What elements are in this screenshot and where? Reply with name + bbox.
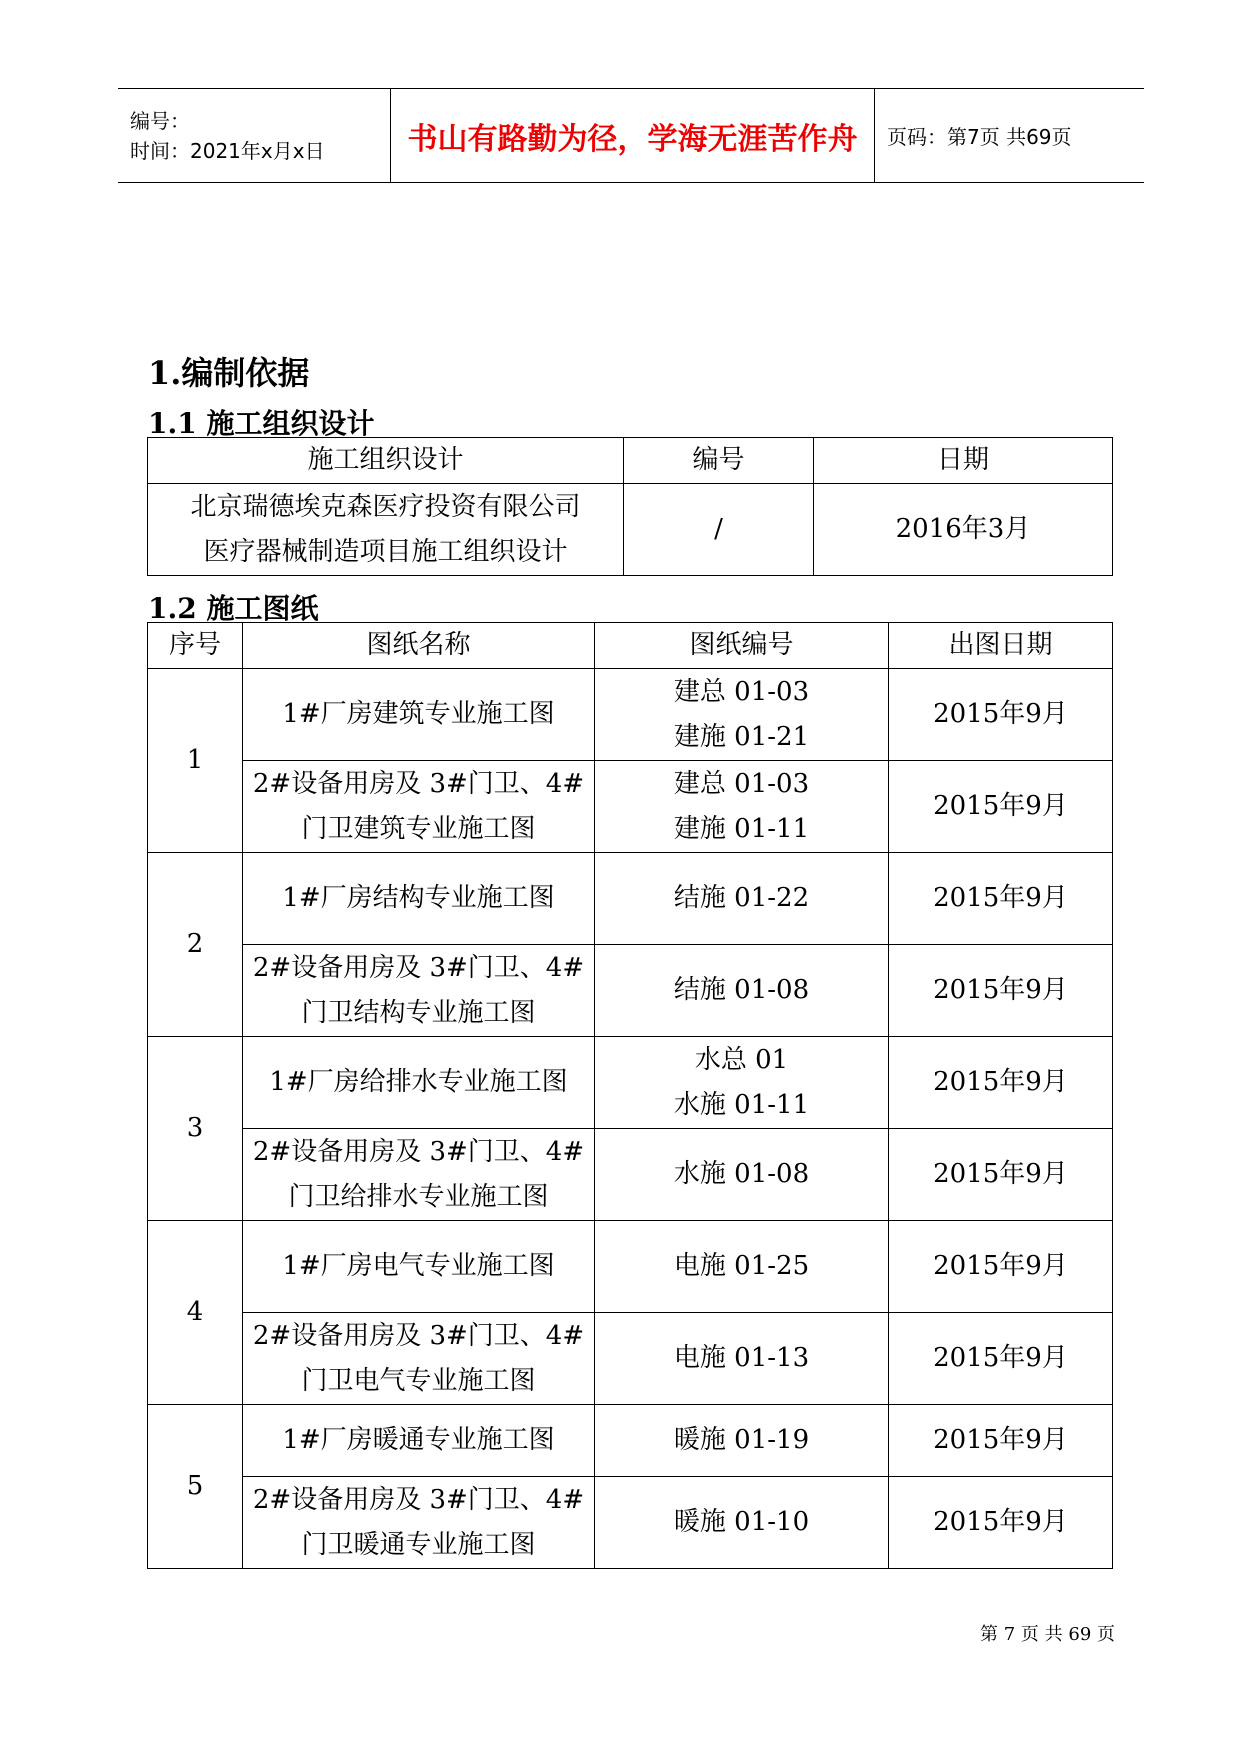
drawing-date-cell: 2015年9月 — [889, 669, 1113, 761]
construction-design-table — [147, 437, 1113, 576]
drawing-number-cell — [595, 853, 889, 945]
drawing-name-line: 1#厂房给排水专业施工图 — [269, 1067, 568, 1097]
drawing-date-cell: 2015年9月 — [889, 761, 1113, 853]
subsection-1-title: 1.1 施工组织设计 — [148, 407, 375, 440]
drawing-name-line: 门卫电气专业施工图 — [301, 1365, 536, 1396]
header-cell: 日期 — [814, 438, 1113, 484]
header-meta — [118, 89, 391, 183]
table-row — [148, 1405, 1113, 1477]
header-number-label: 编号： — [130, 108, 190, 133]
drawing-date-cell: 2015年9月 — [889, 853, 1113, 945]
drawing-number-line: 水总 01 — [694, 1044, 789, 1075]
drawing-name-line: 门卫给排水专业施工图 — [288, 1181, 549, 1212]
drawing-number-cell — [595, 945, 889, 1037]
header-cell: 施工组织设计 — [148, 438, 624, 484]
drawing-number-line: 暖施 01-10 — [673, 1507, 810, 1537]
drawing-date-cell: 2015年9月 — [889, 945, 1113, 1037]
drawing-number-line: 建总 01-03 — [673, 676, 810, 707]
drawing-date-cell: 2015年9月 — [889, 1405, 1113, 1477]
page-footer: 第 7 页 共 69 页 — [980, 1624, 1115, 1645]
drawing-name-cell — [243, 761, 595, 853]
drawing-name-cell — [243, 945, 595, 1037]
seq-cell: 1 — [148, 669, 243, 853]
drawing-date-cell: 2015年9月 — [889, 1037, 1113, 1129]
header-cell: 图纸名称 — [243, 623, 595, 669]
table-row — [148, 1477, 1113, 1569]
header-motto: 书山有路勤为径，学海无涯苦作舟 — [391, 89, 875, 183]
table-row — [148, 484, 1113, 576]
drawing-name-cell — [243, 853, 595, 945]
table-row — [148, 1313, 1113, 1405]
drawing-name-line: 2#设备用房及 3#门卫、4# — [252, 1320, 585, 1351]
seq-cell: 5 — [148, 1405, 243, 1569]
header-cell: 序号 — [148, 623, 243, 669]
drawing-number-cell — [595, 1037, 889, 1129]
table-row — [148, 853, 1113, 945]
drawing-name-line: 2#设备用房及 3#门卫、4# — [252, 768, 585, 799]
drawing-name-cell — [243, 1477, 595, 1569]
header-page-label: 页码：第7页 共69页 — [875, 89, 1145, 183]
table-row — [148, 669, 1113, 761]
design-date-cell: 2016年3月 — [814, 484, 1113, 576]
drawing-date-cell: 2015年9月 — [889, 1313, 1113, 1405]
design-name-line: 医疗器械制造项目施工组织设计 — [203, 536, 568, 567]
drawing-date-cell: 2015年9月 — [889, 1129, 1113, 1221]
page-header — [118, 88, 1144, 183]
drawing-name-cell — [243, 1129, 595, 1221]
header-time-label: 时间：2021年x月x日 — [130, 138, 325, 163]
drawing-name-cell — [243, 1405, 595, 1477]
drawing-number-cell — [595, 669, 889, 761]
drawing-number-line: 结施 01-22 — [673, 883, 810, 913]
table-row — [148, 1129, 1113, 1221]
drawing-name-cell — [243, 669, 595, 761]
drawing-name-line: 门卫结构专业施工图 — [301, 997, 536, 1028]
header-cell: 出图日期 — [889, 623, 1113, 669]
drawing-name-cell — [243, 1313, 595, 1405]
drawing-number-line: 暖施 01-19 — [673, 1425, 810, 1455]
drawing-name-cell — [243, 1037, 595, 1129]
section-title: 1.编制依据 — [148, 354, 310, 392]
design-number-cell: / — [624, 484, 814, 576]
drawing-number-cell — [595, 1313, 889, 1405]
drawing-number-line: 水施 01-11 — [673, 1089, 810, 1120]
table-row — [148, 945, 1113, 1037]
drawing-number-line: 电施 01-25 — [673, 1251, 810, 1281]
drawing-name-line: 2#设备用房及 3#门卫、4# — [252, 1484, 585, 1515]
drawing-number-line: 结施 01-08 — [673, 975, 810, 1005]
drawing-name-line: 2#设备用房及 3#门卫、4# — [252, 1136, 585, 1167]
seq-cell: 4 — [148, 1221, 243, 1405]
design-name-line: 北京瑞德埃克森医疗投资有限公司 — [190, 491, 581, 522]
drawing-name-line: 门卫建筑专业施工图 — [301, 813, 536, 844]
table-header-row — [148, 438, 1113, 484]
drawing-number-line: 建施 01-11 — [673, 813, 810, 844]
drawing-date-cell: 2015年9月 — [889, 1477, 1113, 1569]
drawing-number-cell — [595, 1477, 889, 1569]
drawing-name-line: 1#厂房建筑专业施工图 — [282, 699, 555, 729]
drawing-name-line: 1#厂房电气专业施工图 — [282, 1251, 555, 1281]
subsection-2-title: 1.2 施工图纸 — [148, 592, 319, 625]
drawing-number-line: 水施 01-08 — [673, 1159, 810, 1189]
design-name-cell — [148, 484, 624, 576]
drawing-name-line: 2#设备用房及 3#门卫、4# — [252, 952, 585, 983]
table-row — [148, 1221, 1113, 1313]
header-cell: 编号 — [624, 438, 814, 484]
header-cell: 图纸编号 — [595, 623, 889, 669]
drawing-number-cell — [595, 1221, 889, 1313]
table-header-row — [148, 623, 1113, 669]
drawings-table — [147, 622, 1113, 1569]
drawing-number-cell — [595, 1129, 889, 1221]
drawing-number-line: 电施 01-13 — [673, 1343, 810, 1373]
table-row — [148, 1037, 1113, 1129]
seq-cell: 3 — [148, 1037, 243, 1221]
drawing-number-cell — [595, 761, 889, 853]
drawing-number-line: 建施 01-21 — [673, 721, 810, 752]
drawing-name-cell — [243, 1221, 595, 1313]
drawing-date-cell: 2015年9月 — [889, 1221, 1113, 1313]
drawing-number-line: 建总 01-03 — [673, 768, 810, 799]
drawing-name-line: 门卫暖通专业施工图 — [301, 1529, 536, 1560]
drawing-number-cell — [595, 1405, 889, 1477]
drawing-name-line: 1#厂房结构专业施工图 — [282, 883, 555, 913]
table-row — [148, 761, 1113, 853]
drawing-name-line: 1#厂房暖通专业施工图 — [282, 1425, 555, 1455]
seq-cell: 2 — [148, 853, 243, 1037]
